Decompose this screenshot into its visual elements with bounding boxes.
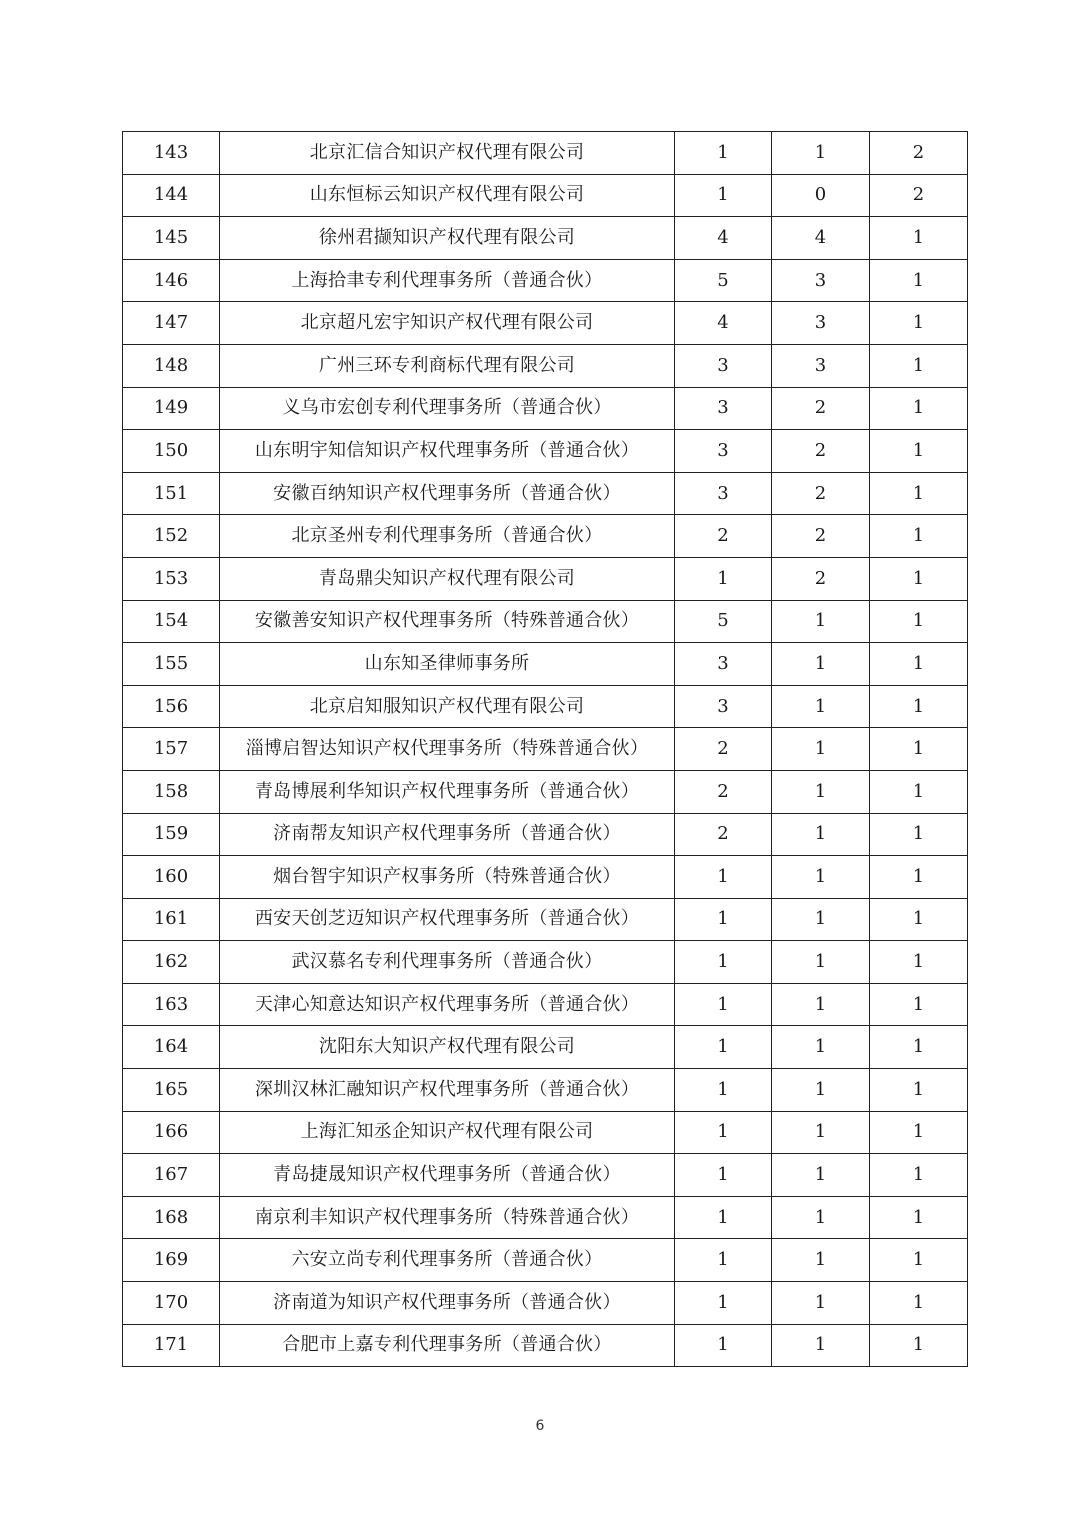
count-cell-2: 2 — [772, 472, 870, 515]
count-cell-3: 1 — [870, 1239, 968, 1282]
count-cell-2: 3 — [772, 302, 870, 345]
count-cell-3: 1 — [870, 1026, 968, 1069]
count-cell-3: 1 — [870, 685, 968, 728]
agency-name-cell: 北京圣州专利代理事务所（普通合伙） — [220, 515, 675, 558]
agency-name-cell: 北京超凡宏宇知识产权代理有限公司 — [220, 302, 675, 345]
count-cell-3: 1 — [870, 430, 968, 473]
agency-name-cell: 六安立尚专利代理事务所（普通合伙） — [220, 1239, 675, 1282]
row-index-cell: 156 — [123, 685, 220, 728]
row-index-cell: 157 — [123, 728, 220, 771]
count-cell-2: 3 — [772, 259, 870, 302]
count-cell-1: 5 — [675, 259, 772, 302]
count-cell-1: 1 — [675, 1196, 772, 1239]
count-cell-2: 1 — [772, 728, 870, 771]
agency-name-cell: 上海拾聿专利代理事务所（普通合伙） — [220, 259, 675, 302]
count-cell-3: 1 — [870, 983, 968, 1026]
table-row — [123, 217, 968, 260]
count-cell-3: 1 — [870, 259, 968, 302]
count-cell-2: 1 — [772, 1069, 870, 1112]
count-cell-1: 1 — [675, 983, 772, 1026]
count-cell-2: 1 — [772, 600, 870, 643]
table-row — [123, 813, 968, 856]
count-cell-3: 1 — [870, 1154, 968, 1197]
count-cell-2: 1 — [772, 1282, 870, 1325]
count-cell-1: 3 — [675, 472, 772, 515]
count-cell-1: 2 — [675, 728, 772, 771]
count-cell-1: 3 — [675, 643, 772, 686]
agency-name-cell: 山东恒标云知识产权代理有限公司 — [220, 174, 675, 217]
row-index-cell: 145 — [123, 217, 220, 260]
row-index-cell: 163 — [123, 983, 220, 1026]
count-cell-2: 1 — [772, 1026, 870, 1069]
row-index-cell: 154 — [123, 600, 220, 643]
count-cell-2: 1 — [772, 813, 870, 856]
agency-name-cell: 南京利丰知识产权代理事务所（特殊普通合伙） — [220, 1196, 675, 1239]
row-index-cell: 168 — [123, 1196, 220, 1239]
count-cell-1: 1 — [675, 1069, 772, 1112]
table-row — [123, 1026, 968, 1069]
table-row — [123, 1069, 968, 1112]
row-index-cell: 149 — [123, 387, 220, 430]
row-index-cell: 160 — [123, 856, 220, 899]
count-cell-3: 1 — [870, 515, 968, 558]
agency-name-cell: 山东知圣律师事务所 — [220, 643, 675, 686]
count-cell-2: 2 — [772, 387, 870, 430]
count-cell-1: 4 — [675, 217, 772, 260]
agency-name-cell: 青岛捷晟知识产权代理事务所（普通合伙） — [220, 1154, 675, 1197]
agency-name-cell: 广州三环专利商标代理有限公司 — [220, 344, 675, 387]
table-row — [123, 1239, 968, 1282]
row-index-cell: 166 — [123, 1111, 220, 1154]
count-cell-1: 3 — [675, 685, 772, 728]
count-cell-2: 1 — [772, 1111, 870, 1154]
count-cell-3: 1 — [870, 1324, 968, 1367]
agency-name-cell: 青岛鼎尖知识产权代理有限公司 — [220, 557, 675, 600]
table-row — [123, 600, 968, 643]
count-cell-2: 2 — [772, 515, 870, 558]
row-index-cell: 151 — [123, 472, 220, 515]
count-cell-3: 1 — [870, 472, 968, 515]
count-cell-1: 3 — [675, 344, 772, 387]
count-cell-1: 2 — [675, 515, 772, 558]
count-cell-3: 1 — [870, 1196, 968, 1239]
count-cell-3: 1 — [870, 1069, 968, 1112]
agency-name-cell: 烟台智宇知识产权事务所（特殊普通合伙） — [220, 856, 675, 899]
count-cell-1: 3 — [675, 430, 772, 473]
table-row — [123, 856, 968, 899]
count-cell-2: 1 — [772, 685, 870, 728]
count-cell-1: 1 — [675, 941, 772, 984]
table-row — [123, 728, 968, 771]
count-cell-2: 1 — [772, 941, 870, 984]
count-cell-1: 4 — [675, 302, 772, 345]
agency-name-cell: 安徽善安知识产权代理事务所（特殊普通合伙） — [220, 600, 675, 643]
page-number: 6 — [535, 1418, 545, 1434]
count-cell-3: 1 — [870, 941, 968, 984]
row-index-cell: 161 — [123, 898, 220, 941]
table-body — [123, 132, 968, 1367]
row-index-cell: 147 — [123, 302, 220, 345]
table-row — [123, 259, 968, 302]
table-row — [123, 387, 968, 430]
agency-name-cell: 上海汇知丞企知识产权代理有限公司 — [220, 1111, 675, 1154]
agency-name-cell: 北京汇信合知识产权代理有限公司 — [220, 132, 675, 175]
count-cell-3: 1 — [870, 344, 968, 387]
count-cell-2: 1 — [772, 1324, 870, 1367]
count-cell-2: 1 — [772, 770, 870, 813]
count-cell-3: 1 — [870, 1111, 968, 1154]
table-row — [123, 472, 968, 515]
agency-name-cell: 山东明宇知信知识产权代理事务所（普通合伙） — [220, 430, 675, 473]
row-index-cell: 146 — [123, 259, 220, 302]
count-cell-3: 2 — [870, 132, 968, 175]
row-index-cell: 158 — [123, 770, 220, 813]
count-cell-3: 1 — [870, 898, 968, 941]
count-cell-3: 1 — [870, 813, 968, 856]
count-cell-1: 1 — [675, 174, 772, 217]
table-row — [123, 132, 968, 175]
count-cell-3: 1 — [870, 217, 968, 260]
count-cell-1: 1 — [675, 557, 772, 600]
count-cell-2: 1 — [772, 1239, 870, 1282]
agency-name-cell: 武汉慕名专利代理事务所（普通合伙） — [220, 941, 675, 984]
count-cell-2: 2 — [772, 430, 870, 473]
count-cell-2: 0 — [772, 174, 870, 217]
table-row — [123, 770, 968, 813]
row-index-cell: 144 — [123, 174, 220, 217]
count-cell-1: 1 — [675, 856, 772, 899]
table-row — [123, 941, 968, 984]
agency-name-cell: 沈阳东大知识产权代理有限公司 — [220, 1026, 675, 1069]
agency-name-cell: 徐州君撷知识产权代理有限公司 — [220, 217, 675, 260]
row-index-cell: 150 — [123, 430, 220, 473]
agency-name-cell: 天津心知意达知识产权代理事务所（普通合伙） — [220, 983, 675, 1026]
count-cell-3: 1 — [870, 557, 968, 600]
table-row — [123, 344, 968, 387]
table-row — [123, 557, 968, 600]
agency-name-cell: 青岛博展利华知识产权代理事务所（普通合伙） — [220, 770, 675, 813]
table-row — [123, 430, 968, 473]
count-cell-1: 2 — [675, 813, 772, 856]
table-row — [123, 1111, 968, 1154]
count-cell-3: 1 — [870, 856, 968, 899]
count-cell-1: 3 — [675, 387, 772, 430]
row-index-cell: 159 — [123, 813, 220, 856]
row-index-cell: 164 — [123, 1026, 220, 1069]
table-row — [123, 302, 968, 345]
count-cell-3: 1 — [870, 643, 968, 686]
agency-name-cell: 济南帮友知识产权代理事务所（普通合伙） — [220, 813, 675, 856]
count-cell-3: 1 — [870, 770, 968, 813]
count-cell-3: 1 — [870, 387, 968, 430]
row-index-cell: 165 — [123, 1069, 220, 1112]
agency-name-cell: 深圳汉林汇融知识产权代理事务所（普通合伙） — [220, 1069, 675, 1112]
agency-name-cell: 西安天创芝迈知识产权代理事务所（普通合伙） — [220, 898, 675, 941]
row-index-cell: 162 — [123, 941, 220, 984]
table-row — [123, 515, 968, 558]
row-index-cell: 143 — [123, 132, 220, 175]
row-index-cell: 167 — [123, 1154, 220, 1197]
count-cell-2: 4 — [772, 217, 870, 260]
count-cell-2: 3 — [772, 344, 870, 387]
count-cell-1: 5 — [675, 600, 772, 643]
agency-name-cell: 义乌市宏创专利代理事务所（普通合伙） — [220, 387, 675, 430]
agency-name-cell: 北京启知服知识产权代理有限公司 — [220, 685, 675, 728]
count-cell-1: 1 — [675, 1111, 772, 1154]
table-row — [123, 1324, 968, 1367]
agency-name-cell: 安徽百纳知识产权代理事务所（普通合伙） — [220, 472, 675, 515]
table-row — [123, 174, 968, 217]
count-cell-2: 1 — [772, 643, 870, 686]
agency-name-cell: 合肥市上嘉专利代理事务所（普通合伙） — [220, 1324, 675, 1367]
count-cell-2: 1 — [772, 1154, 870, 1197]
agency-name-cell: 淄博启智达知识产权代理事务所（特殊普通合伙） — [220, 728, 675, 771]
table-row — [123, 643, 968, 686]
count-cell-1: 1 — [675, 1154, 772, 1197]
table-row — [123, 898, 968, 941]
count-cell-1: 1 — [675, 1026, 772, 1069]
count-cell-2: 1 — [772, 1196, 870, 1239]
row-index-cell: 148 — [123, 344, 220, 387]
agency-name-cell: 济南道为知识产权代理事务所（普通合伙） — [220, 1282, 675, 1325]
count-cell-3: 1 — [870, 600, 968, 643]
row-index-cell: 169 — [123, 1239, 220, 1282]
row-index-cell: 155 — [123, 643, 220, 686]
count-cell-2: 1 — [772, 856, 870, 899]
row-index-cell: 170 — [123, 1282, 220, 1325]
row-index-cell: 171 — [123, 1324, 220, 1367]
count-cell-1: 2 — [675, 770, 772, 813]
count-cell-2: 1 — [772, 983, 870, 1026]
table-row — [123, 685, 968, 728]
count-cell-3: 1 — [870, 302, 968, 345]
row-index-cell: 152 — [123, 515, 220, 558]
count-cell-1: 1 — [675, 132, 772, 175]
count-cell-2: 1 — [772, 132, 870, 175]
count-cell-2: 2 — [772, 557, 870, 600]
row-index-cell: 153 — [123, 557, 220, 600]
agency-ranking-table — [122, 131, 968, 1367]
table-row — [123, 1282, 968, 1325]
count-cell-1: 1 — [675, 898, 772, 941]
count-cell-1: 1 — [675, 1282, 772, 1325]
count-cell-3: 2 — [870, 174, 968, 217]
count-cell-2: 1 — [772, 898, 870, 941]
count-cell-3: 1 — [870, 728, 968, 771]
count-cell-1: 1 — [675, 1324, 772, 1367]
table-row — [123, 1196, 968, 1239]
count-cell-1: 1 — [675, 1239, 772, 1282]
count-cell-3: 1 — [870, 1282, 968, 1325]
table-row — [123, 983, 968, 1026]
table-row — [123, 1154, 968, 1197]
